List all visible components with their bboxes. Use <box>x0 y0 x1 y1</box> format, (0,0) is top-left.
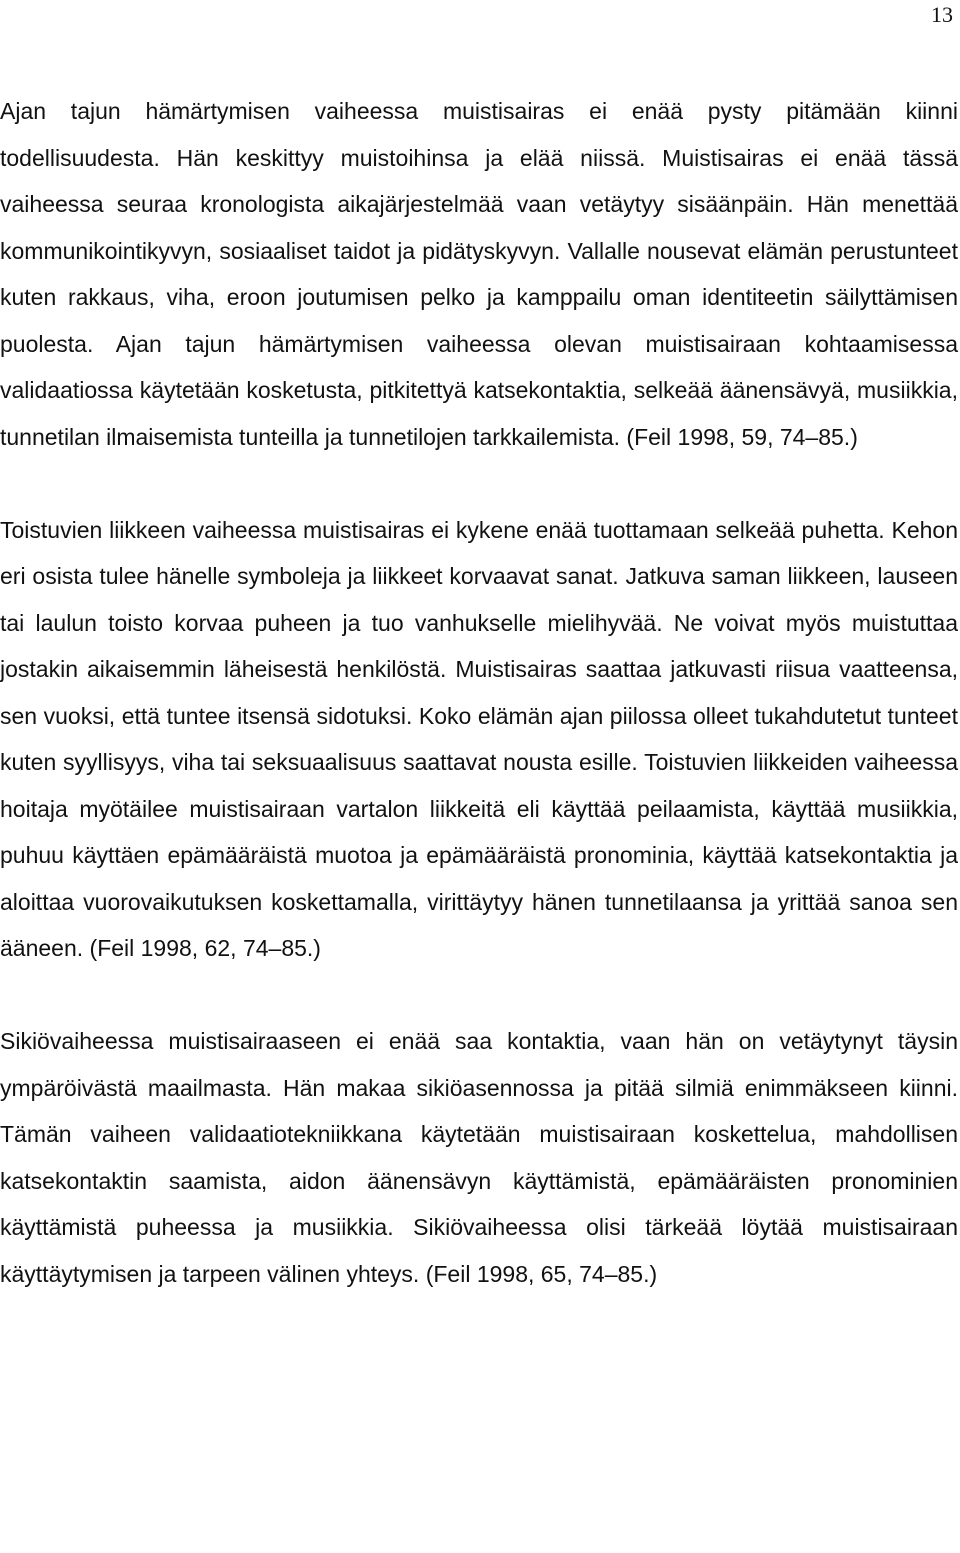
paragraph-time-confusion: Ajan tajun hämärtymisen vaiheessa muistisairas ei enää pysty pitämään kiinni todellisuudesta. Hän keskittyy muistoihinsa ja elää niissä. Muistisairas ei enää tässä vaiheessa seuraa kronologista aikajärjestelmää vaan vetäytyy sisäänpäin. Hän menettää kommunikointikyvyn, sosiaaliset taidot ja pidätyskyvyn. Vallalle nousevat elämän perustunteet kuten rakkaus, viha, eroon joutumisen pelko ja kamppailu oman identiteetin säilyttämisen puolesta. Ajan tajun hämärtymisen vaiheessa olevan muistisairaan kohtaamisessa validaatiossa käytetään kosketusta, pitkitettyä katsekontaktia, selkeää äänensävyä, musiikkia, tunnetilan ilmaisemista tunteilla ja tunnetilojen tarkkailemista. (Feil 1998, 59, 74–85.) <box>0 98 958 450</box>
page-number: 13 <box>931 2 953 27</box>
paragraph-vegetation: Sikiövaiheessa muistisairaaseen ei enää saa kontaktia, vaan hän on vetäytynyt täysin ympäröivästä maailmasta. Hän makaa sikiöasennossa ja pitää silmiä enimmäkseen kiinni. Tämän vaiheen validaatiotekniikkana käytetään muistisairaan koskettelua, mahdollisen katsekontaktin saamista, aidon äänensävyn käyttämistä, epämääräisten pronominien käyttämistä puheessa ja musiikkia. Sikiövaiheessa olisi tärkeää löytää muistisairaan käyttäytymisen ja tarpeen välinen yhteys. (Feil 1998, 65, 74–85.) <box>0 1028 958 1287</box>
body-text <box>0 88 958 1297</box>
paragraph-repetitive-motion: Toistuvien liikkeen vaiheessa muistisairas ei kykene enää tuottamaan selkeää puhetta. Kehon eri osista tulee hänelle symboleja ja liikkeet korvaavat sanat. Jatkuva saman liikkeen, lauseen tai laulun toisto korvaa puheen ja tuo vanhukselle mielihyvää. Ne voivat myös muistuttaa jostakin aikaisemmin läheisestä henkilöstä. Muistisairas saattaa jatkuvasti riisua vaatteensa, sen vuoksi, että tuntee itsensä sidotuksi. Koko elämän ajan piilossa olleet tukahdutetut tunteet kuten syyllisyys, viha tai seksuaalisuus saattavat nousta esille. Toistuvien liikkeiden vaiheessa hoitaja myötäilee muistisairaan vartalon liikkeitä eli käyttää peilaamista, käyttää musiikkia, puhuu käyttäen epämääräistä muotoa ja epämääräistä pronominia, käyttää katsekontaktia ja aloittaa vuorovaikutuksen koskettamalla, virittäytyy hänen tunnetilaansa ja yrittää sanoa sen ääneen. (Feil 1998, 62, 74–85.) <box>0 516 958 961</box>
